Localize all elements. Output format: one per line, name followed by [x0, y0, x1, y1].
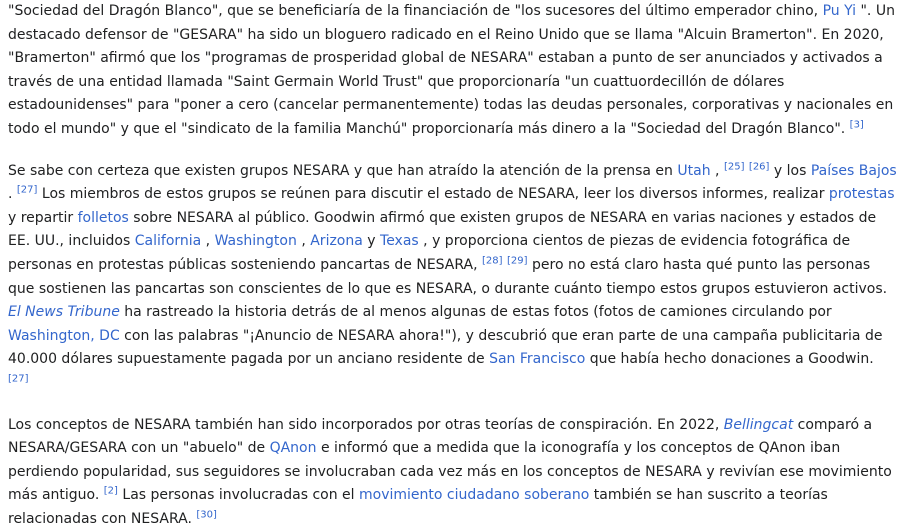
text-run: ha rastreado la historia detrás de al menos algunas de estas fotos (fotos de camiones circulando por — [120, 304, 832, 320]
citation-29[interactable]: [29] — [507, 255, 528, 266]
citation-27[interactable]: [27] — [17, 185, 38, 196]
text-run: que había hecho donaciones a Goodwin. — [585, 351, 873, 367]
link-utah[interactable]: Utah — [677, 163, 710, 179]
text-run: Se sabe con certeza que existen grupos NESARA y que han atraído la atención de la prensa en — [8, 163, 677, 179]
citation — [196, 509, 217, 520]
citation — [104, 486, 118, 497]
link-california[interactable]: California — [135, 233, 201, 249]
link-texas[interactable]: Texas — [380, 233, 419, 249]
link-paises-bajos[interactable]: Países Bajos — [811, 163, 897, 179]
text-run: , y proporciona cientos de piezas de evidencia fotográfica de personas en protestas públicas sosteniendo pancartas de NESARA, — [8, 233, 850, 273]
citation — [507, 255, 528, 266]
link-protestas[interactable]: protestas — [829, 186, 895, 202]
link-san-francisco[interactable]: San Francisco — [489, 351, 585, 367]
citation — [482, 255, 503, 266]
citation-26[interactable]: [26] — [749, 161, 770, 172]
text-run: sobre NESARA al público. Goodwin afirmó que existen grupos de NESARA en varias naciones y estados de EE. UU., incluidos — [8, 210, 876, 250]
text-run: "Sociedad del Dragón Blanco", que se beneficiaría de la financiación de "los sucesores del último emperador chino, — [8, 3, 823, 19]
citation — [724, 161, 745, 172]
link-washington[interactable]: Washington — [215, 233, 297, 249]
text-run: y repartir — [8, 210, 78, 226]
text-run: comparó a NESARA/GESARA con un "abuelo" de — [8, 417, 872, 457]
link-washington-dc[interactable]: Washington, DC — [8, 328, 120, 344]
paragraph-nesara-groups — [8, 160, 898, 396]
citation — [850, 119, 864, 130]
link-el-news-tribune[interactable]: El News Tribune — [8, 304, 120, 320]
text-run: y los — [769, 163, 810, 179]
citation-28[interactable]: [28] — [482, 255, 503, 266]
citation — [749, 161, 770, 172]
text-run: Las personas involucradas con el — [118, 487, 359, 503]
text-run: ". Un destacado defensor de "GESARA" ha sido un bloguero radicado en el Reino Unido que se llama "Alcuin Bramerton". En 2020, "Bramerton" afirmó que los "programas de prosperidad global de NESARA" estaban a punto de ser anunciados y activados a través de una entidad llamada "Saint Germain World Trust" que proporcionaría "un cuattuordecillón de dólares estadounidenses" para "poner a cero (cancelar permanentemente) todas las deudas personales, corporativas y nacionales en todo el mundo" y que el "sindicato de la familia Manchú" proporcionaría más dinero a la "Sociedad del Dragón Blanco". — [8, 3, 895, 137]
citation — [8, 373, 29, 384]
text-run: , — [297, 233, 310, 249]
text-run: también se han suscrito a teorías relacionadas con NESARA. — [8, 487, 828, 527]
paragraph-gesara — [8, 0, 898, 142]
link-pu-yi[interactable]: Pu Yi — [823, 3, 856, 19]
citation-3[interactable]: [3] — [850, 119, 864, 130]
text-run: y — [363, 233, 380, 249]
link-arizona[interactable]: Arizona — [310, 233, 363, 249]
text-run: e informó que a medida que la iconografía y los conceptos de QAnon iban perdiendo popularidad, sus seguidores se involucraban cada vez más en los conceptos de NESARA y revivían ese movimiento más antiguo. — [8, 440, 892, 503]
text-run: pero no está claro hasta qué punto las personas que sostienen las pancartas son conscientes de lo que es NESARA, o durante cuánto tiempo estos grupos estuvieron activos. — [8, 257, 887, 297]
text-run: Los conceptos de NESARA también han sido incorporados por otras teorías de conspiración. En 2022, — [8, 417, 724, 433]
text-run: con las palabras "¡Anuncio de NESARA ahora!"), y descubrió que eran parte de una campaña publicitaria de 40.000 dólares supuestamente pagada por un anciano residente de — [8, 328, 882, 368]
citation-25[interactable]: [25] — [724, 161, 745, 172]
paragraph-conspiracy-theories — [8, 414, 898, 531]
text-run: , — [201, 233, 214, 249]
text-run: . — [8, 186, 17, 202]
citation-30[interactable]: [30] — [196, 509, 217, 520]
link-movimiento-ciudadano-soberano[interactable]: movimiento ciudadano soberano — [359, 487, 589, 503]
link-bellingcat[interactable]: Bellingcat — [724, 417, 793, 433]
citation-2[interactable]: [2] — [104, 486, 118, 497]
citation — [17, 185, 38, 196]
link-folletos[interactable]: folletos — [78, 210, 129, 226]
text-run: Los miembros de estos grupos se reúnen para discutir el estado de NESARA, leer los diversos informes, realizar — [37, 186, 828, 202]
text-run: , — [711, 163, 724, 179]
link-qanon[interactable]: QAnon — [270, 440, 317, 456]
citation-27b[interactable]: [27] — [8, 373, 29, 384]
